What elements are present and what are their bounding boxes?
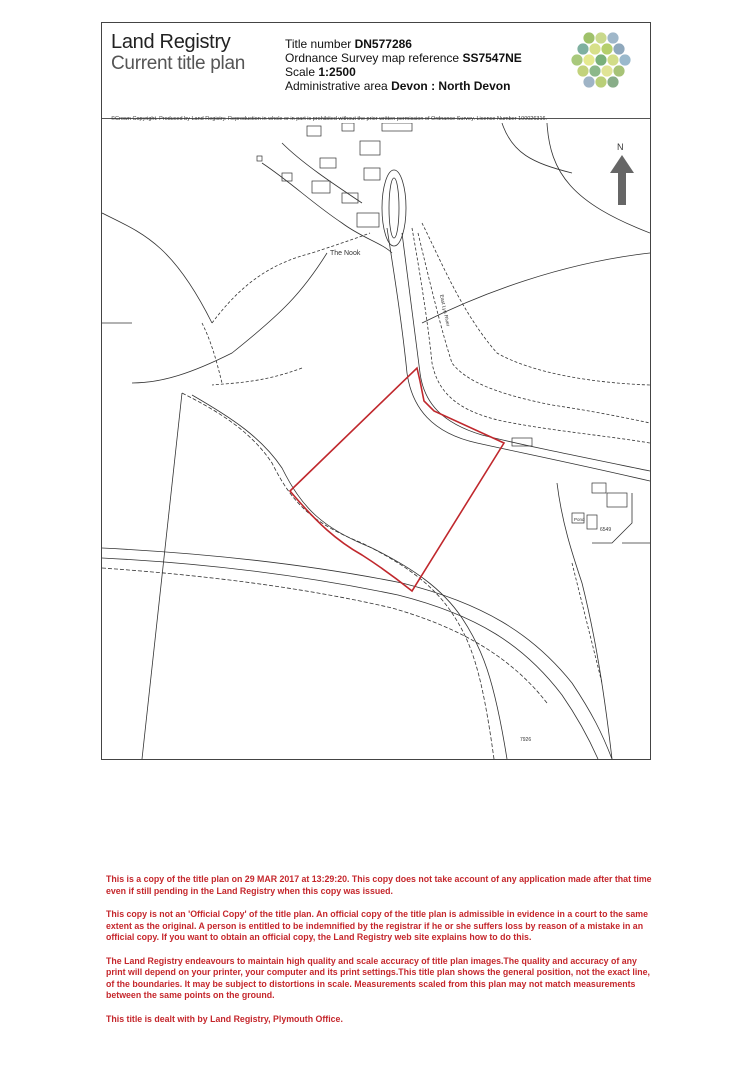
field-boundary-line [212, 233, 370, 323]
roundabout [382, 170, 406, 246]
road-line [102, 568, 547, 703]
field-boundary-line [102, 213, 212, 323]
os-ref-label: Ordnance Survey map reference [285, 51, 460, 65]
scale-value: 1:2500 [318, 65, 356, 79]
os-ref: SS7547NE [462, 51, 522, 65]
field-boundary-line [422, 253, 650, 323]
roundabout [389, 178, 399, 238]
building [357, 213, 379, 227]
note-office: This title is dealt with by Land Registry, Plymouth Office. [106, 1013, 343, 1024]
field-boundary-line [202, 323, 222, 383]
note-official-copy: This copy is not an 'Official Copy' of the title plan. An official copy of the title plan is admissible in evidence in a court to the same extent as the original. A person is entitled to be indemnified by the registrar if he or she suffers loss by reason of a mistake in an official copy. If you want to obtain an official copy, the Land Registry web site explains how to do this. [106, 909, 649, 942]
label-7926: 7926 [520, 737, 532, 743]
road-line [102, 548, 612, 759]
note-copy-date: This is a copy of the title plan on 29 MAR 2017 at 13:29:20. This copy does not take account of any application made after that time even if still pending in the Land Registry when this copy was issued. [106, 874, 652, 896]
note-quality: The Land Registry endeavours to maintain high quality and scale accuracy of title plan images.The quality and accuracy of any print will depend on your printer, your computer and its print settings.This title plan shows the general position, not the exact line, of the boundaries. It may be subject to distortions in scale. Measurements scaled from this plan may not match measurements between the same points on the ground. [106, 955, 650, 1000]
river-bank-line [402, 233, 650, 471]
brand-name: Land Registry [111, 31, 231, 53]
road-line [262, 163, 392, 253]
building [364, 168, 380, 180]
building [607, 493, 627, 507]
crown-copyright-notice: ©Crown Copyright. Produced by Land Registry. Reproduction in whole or in part is prohibited without the prior written permission of Ordnance Survey. Licence Number 100026316. [111, 116, 548, 122]
title-boundary [290, 368, 504, 591]
label-east-lyn-river: East Lyn River [438, 294, 451, 328]
field-boundary-line [132, 253, 327, 383]
building [320, 158, 336, 168]
building [382, 123, 412, 131]
field-boundary-line [592, 493, 632, 543]
field-boundary-line [502, 123, 572, 173]
building [342, 123, 354, 131]
footpath-line [412, 228, 650, 443]
building [257, 156, 262, 161]
building [360, 141, 380, 155]
building [592, 483, 606, 493]
scale-label: Scale [285, 65, 316, 79]
plan-notes [106, 874, 658, 1037]
title-number-label: Title number [285, 37, 352, 51]
ordnance-survey-map [102, 23, 650, 759]
title-plan-frame [101, 22, 651, 760]
footpath-line [422, 223, 650, 385]
building [307, 126, 321, 136]
field-boundary-line [557, 483, 612, 759]
road-line [282, 143, 362, 203]
field-boundary-line [142, 393, 182, 759]
road-line [102, 558, 598, 759]
track-line [192, 395, 507, 759]
field-boundary-line [572, 563, 602, 683]
north-arrow-icon [610, 142, 634, 205]
north-label: N [617, 142, 624, 152]
admin-area-label: Administrative area [285, 79, 388, 93]
building [282, 173, 292, 181]
label-the-nook: The Nook [330, 250, 361, 257]
building [312, 181, 330, 193]
label-6549: 6549 [600, 527, 612, 533]
track-line [182, 393, 494, 759]
admin-area: Devon : North Devon [391, 79, 511, 93]
building [512, 438, 532, 446]
brand-subtitle: Current title plan [111, 53, 246, 74]
building [587, 515, 597, 529]
field-boundary-line [547, 123, 650, 233]
title-number: DN577286 [354, 37, 412, 51]
footpath-line [418, 233, 650, 423]
label-pond: Pond [574, 517, 585, 522]
field-boundary-line [212, 368, 302, 385]
